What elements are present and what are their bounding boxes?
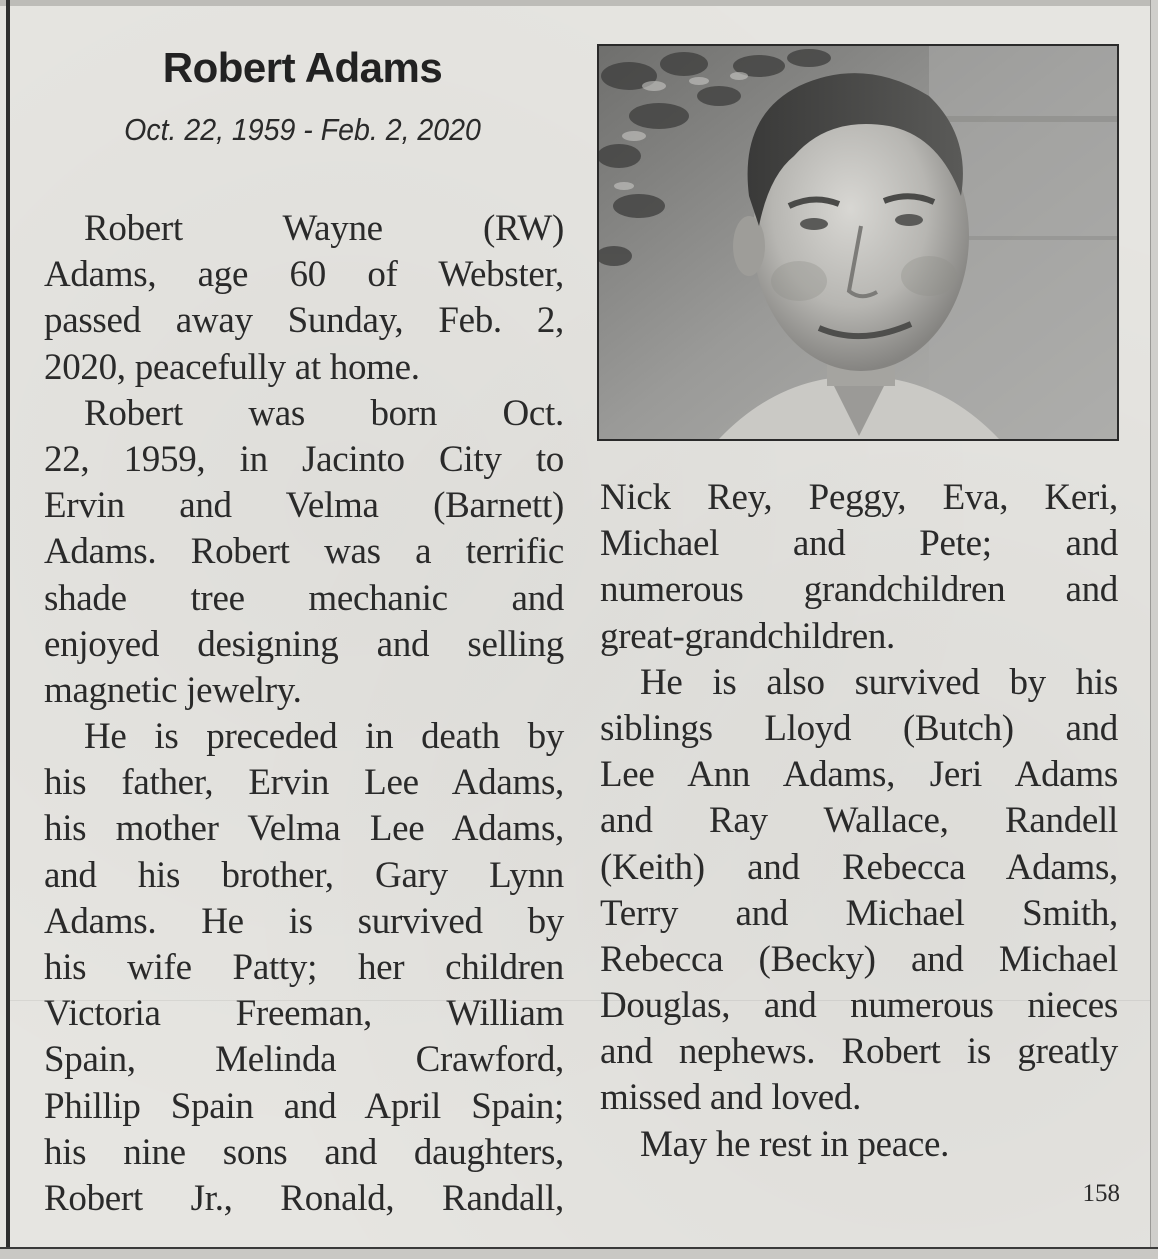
text-line: passed away Sunday, Feb. 2,: [44, 300, 564, 342]
text-line: numerous grandchildren and: [600, 569, 1118, 611]
text-line: Adams. He is survived by: [44, 900, 564, 942]
text-line: Robert Wayne (RW): [84, 208, 564, 249]
obituary-text-right-column: [600, 475, 1118, 1168]
text-line: Adams. Robert was a terrific: [44, 531, 564, 573]
text-line: May he rest in peace.: [640, 1123, 950, 1165]
text-line: missed and loved.: [600, 1077, 862, 1119]
text-line: (Keith) and Rebecca Adams,: [600, 846, 1118, 888]
clipping-right-edge: [1150, 0, 1158, 1257]
text-line: Phillip Spain and April Spain;: [44, 1085, 564, 1127]
text-line: 22, 1959, in Jacinto City to: [44, 438, 564, 480]
text-line: Rebecca (Becky) and Michael: [600, 938, 1118, 980]
text-line: his wife Patty; her children: [44, 947, 564, 988]
clipping-top-edge: [0, 0, 1158, 6]
text-line: siblings Lloyd (Butch) and: [600, 707, 1118, 749]
text-line: He is also survived by his: [640, 661, 1118, 703]
page-number: 158: [1082, 1180, 1120, 1207]
portrait-image: [599, 46, 1117, 439]
text-line: and nephews. Robert is greatly: [600, 1031, 1118, 1073]
text-line: Robert Jr., Ronald, Randall,: [44, 1177, 564, 1219]
text-line: magnetic jewelry.: [44, 669, 302, 711]
text-line: enjoyed designing and selling: [44, 623, 564, 665]
text-line: 2020, peacefully at home.: [44, 346, 420, 388]
text-line: Nick Rey, Peggy, Eva, Keri,: [600, 477, 1118, 518]
text-line: Robert was born Oct.: [84, 392, 564, 434]
text-line: his father, Ervin Lee Adams,: [44, 762, 564, 804]
text-line: great-grandchildren.: [600, 615, 895, 657]
text-line: He is preceded in death by: [84, 716, 564, 758]
text-line: and his brother, Gary Lynn: [44, 854, 564, 896]
text-line: Michael and Pete; and: [600, 523, 1118, 565]
text-line: his mother Velma Lee Adams,: [44, 808, 564, 850]
text-line: Ervin and Velma (Barnett): [44, 485, 564, 527]
text-line: Terry and Michael Smith,: [600, 892, 1118, 934]
text-line: Spain, Melinda Crawford,: [44, 1039, 564, 1081]
text-line: Douglas, and numerous nieces: [600, 985, 1118, 1027]
obituary-name: Robert Adams: [162, 44, 443, 91]
text-line: Lee Ann Adams, Jeri Adams: [600, 754, 1118, 796]
text-line: shade tree mechanic and: [44, 577, 564, 619]
portrait-photo: [597, 44, 1119, 441]
obituary-dates: Oct. 22, 1959 - Feb. 2, 2020: [124, 112, 481, 147]
text-line: Adams, age 60 of Webster,: [44, 254, 564, 296]
obituary-text-left-column: [44, 206, 564, 1222]
clipping-left-rule: [6, 0, 10, 1257]
text-line: Victoria Freeman, William: [44, 993, 564, 1035]
clipping-bottom-edge: [0, 1247, 1158, 1259]
text-line: his nine sons and daughters,: [44, 1131, 564, 1173]
text-line: and Ray Wallace, Randell: [600, 800, 1118, 842]
